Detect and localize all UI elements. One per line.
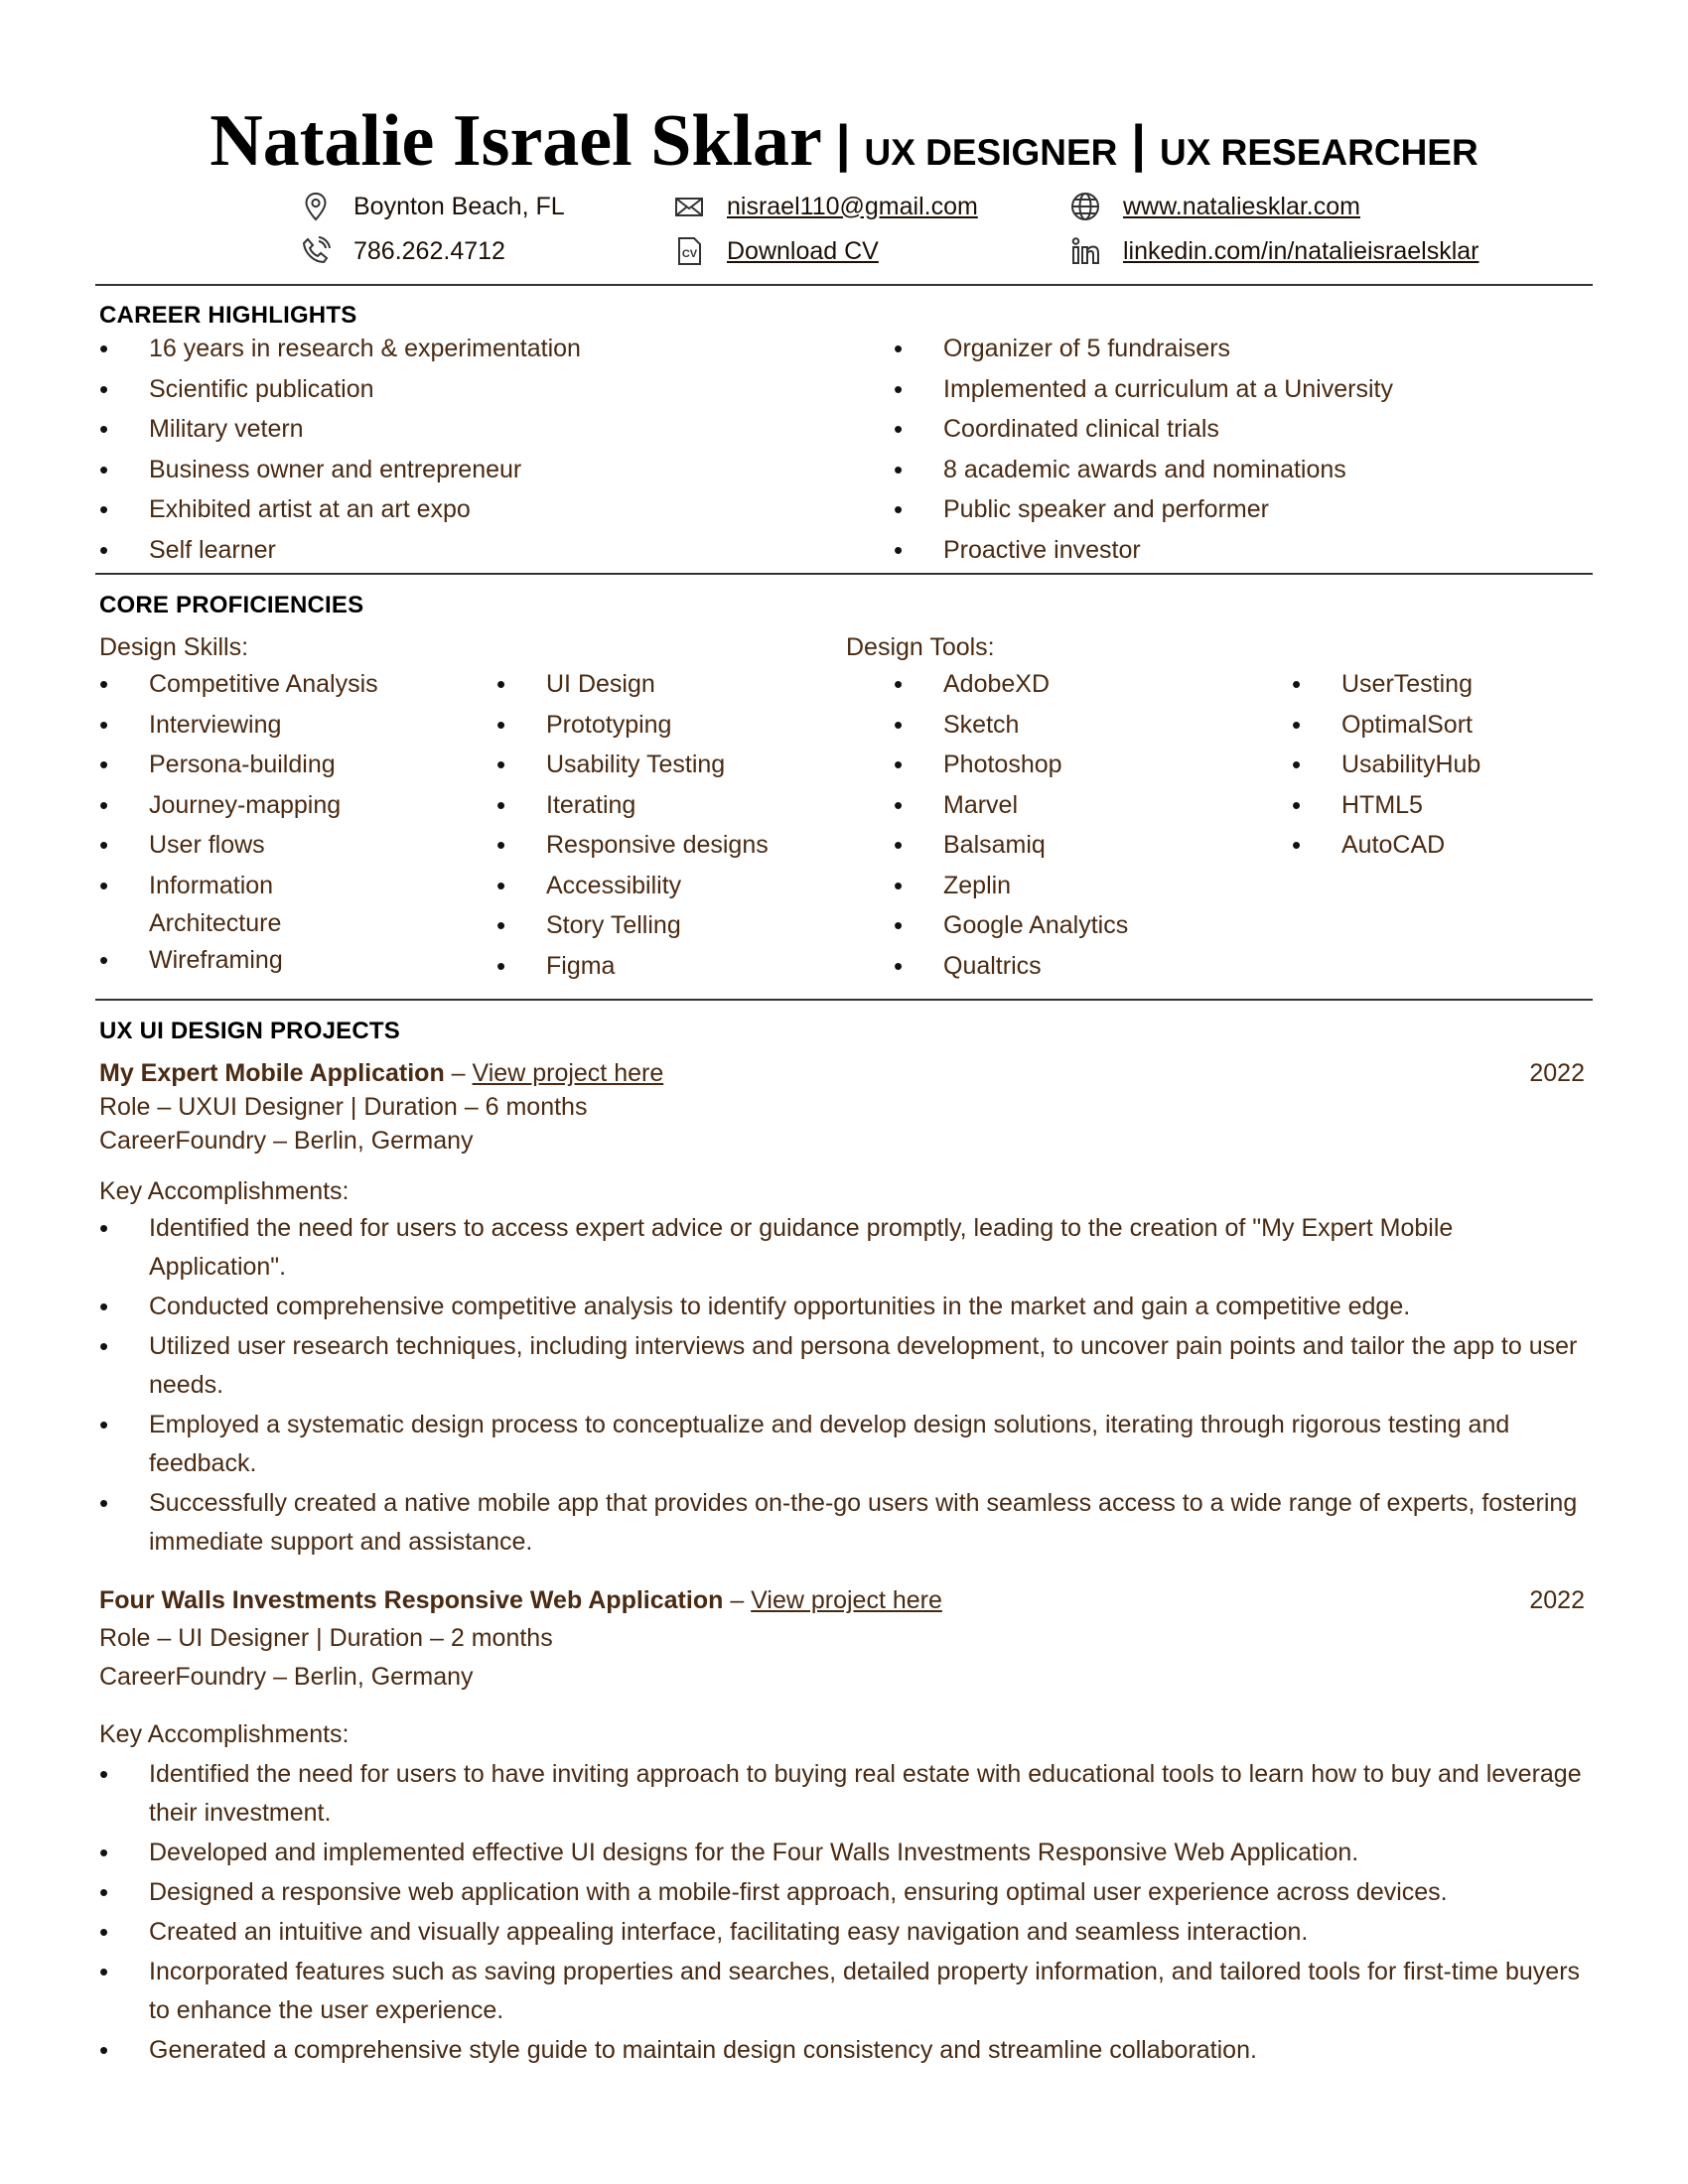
linkedin-link[interactable]: linkedin.com/in/natalieisraelsklar [1123,236,1479,265]
key-accomplishments-label: Key Accomplishments: [99,1177,350,1205]
globe-icon [1069,191,1101,222]
cv-icon [673,235,705,267]
role-ux-researcher: UX RESEARCHER [1159,132,1478,173]
list-item: • Identified the need for users to access expert advice or guidance promptly, leading to the creation of "My Expert Mobile Application". [99,1209,1589,1287]
list-item: • UI Design [496,669,769,699]
project-name: Four Walls Investments Responsive Web Application [99,1586,724,1614]
project-title [99,1059,663,1088]
resume-header [0,99,1688,184]
view-project-link[interactable]: View project here [472,1059,664,1087]
list-item: • Self learner [99,535,581,565]
list-item: • Photoshop [894,750,1128,779]
list-item: • Accessibility [496,871,769,900]
list-item: • AutoCAD [1292,830,1480,860]
projects-title: UX UI DESIGN PROJECTS [99,1018,400,1044]
list-item: • Balsamiq [894,830,1128,860]
list-item: • Competitive Analysis [99,669,417,699]
role-ux-designer: UX DESIGNER [864,132,1118,173]
list-item: • Successfully created a native mobile app that provides on-the-go users with seamless access to a wide range of experts, fostering immediate support and assistance. [99,1484,1589,1562]
full-name: Natalie Israel Sklar [210,100,822,182]
location-pin-icon [300,191,332,222]
contact-email[interactable] [673,191,978,222]
list-item: • Story Telling [496,910,769,940]
header-separator: | [1131,115,1146,173]
contact-linkedin[interactable] [1069,235,1479,267]
list-item: • Designed a responsive web application with a mobile-first approach, ensuring optimal user experience across devices. [99,1873,1589,1912]
tools-col2-list [1292,669,1480,871]
list-item: • Coordinated clinical trials [894,414,1393,444]
project-dash: – [730,1586,745,1614]
view-project-link[interactable]: View project here [751,1586,942,1614]
project-title [99,1586,942,1615]
phone-icon [300,235,332,267]
phone-text: 786.262.4712 [353,236,505,265]
list-item: • 8 academic awards and nominations [894,455,1393,484]
core-proficiencies-title: CORE PROFICIENCIES [99,592,364,618]
list-item: • Conducted comprehensive competitive analysis to identify opportunities in the market and gain a competitive edge. [99,1288,1589,1326]
linkedin-icon [1069,235,1101,267]
design-tools-label: Design Tools: [846,633,995,661]
list-item: • Sketch [894,710,1128,740]
list-item: • Business owner and entrepreneur [99,455,581,484]
list-item: • Interviewing [99,710,417,740]
email-link[interactable]: nisrael110@gmail.com [727,192,978,220]
project-year: 2022 [1529,1586,1585,1614]
list-item: • 16 years in research & experimentation [99,334,581,363]
skills-col2-list [496,669,769,991]
list-item: • Figma [496,951,769,981]
list-item: • Utilized user research techniques, including interviews and persona development, to uncover pain points and tailor the app to user needs. [99,1327,1589,1405]
project-dash: – [451,1059,466,1087]
accomplishments-list [99,1755,1589,2071]
project-role: Role – UXUI Designer | Duration – 6 months [99,1093,588,1121]
project-org: CareerFoundry – Berlin, Germany [99,1663,474,1691]
list-item: • AdobeXD [894,669,1128,699]
svg-text:CV: CV [681,248,698,260]
accomplishments-list [99,1209,1589,1563]
highlights-right-list [894,334,1393,575]
header-separator: | [835,115,851,173]
design-skills-label: Design Skills: [99,633,249,661]
list-item: • Identified the need for users to have inviting approach to buying real estate with educational tools to learn how to buy and leverage their investment. [99,1755,1589,1833]
highlights-left-list [99,334,581,575]
list-item: • Implemented a curriculum at a University [894,374,1393,404]
list-item: • Responsive designs [496,830,769,860]
list-item: • Wireframing [99,945,417,975]
key-accomplishments-label: Key Accomplishments: [99,1720,350,1748]
location-text: Boynton Beach, FL [353,192,565,220]
website-link[interactable]: www.nataliesklar.com [1123,192,1360,220]
list-item: • Created an intuitive and visually appealing interface, facilitating easy navigation and seamless interaction. [99,1913,1589,1952]
project-org: CareerFoundry – Berlin, Germany [99,1127,474,1155]
career-highlights-title: CAREER HIGHLIGHTS [99,302,357,329]
list-item: • Military vetern [99,414,581,444]
divider [95,573,1593,575]
contact-phone [300,235,505,267]
list-item: • Public speaker and performer [894,494,1393,524]
list-item: • Usability Testing [496,750,769,779]
divider [95,999,1593,1001]
list-item: • Qualtrics [894,951,1128,981]
project-year: 2022 [1529,1059,1585,1087]
contact-cv[interactable] [673,235,879,267]
mail-icon [673,191,705,222]
list-item: • Generated a comprehensive style guide to maintain design consistency and streamline collaboration. [99,2031,1589,2070]
list-item: • User flows [99,830,417,860]
skills-col1-list [99,669,417,985]
divider [95,284,1593,286]
contact-website[interactable] [1069,191,1360,222]
list-item: • HTML5 [1292,790,1480,820]
list-item: • Prototyping [496,710,769,740]
list-item: • Scientific publication [99,374,581,404]
list-item: • Information Architecture [99,867,288,942]
project-role: Role – UI Designer | Duration – 2 months [99,1624,553,1652]
list-item: • Zeplin [894,871,1128,900]
list-item: • OptimalSort [1292,710,1480,740]
list-item: • Google Analytics [894,910,1128,940]
tools-col1-list [894,669,1128,991]
download-cv-link[interactable]: Download CV [727,236,879,265]
list-item: • Developed and implemented effective UI designs for the Four Walls Investments Responsive Web Application. [99,1834,1589,1872]
list-item: • Marvel [894,790,1128,820]
list-item: • Persona-building [99,750,417,779]
list-item: • Journey-mapping [99,790,417,820]
list-item: • Employed a systematic design process to conceptualize and develop design solutions, iterating through rigorous testing and feedback. [99,1406,1589,1483]
list-item: • Iterating [496,790,769,820]
list-item: • Incorporated features such as saving properties and searches, detailed property information, and tailored tools for first-time buyers to enhance the user experience. [99,1953,1589,2030]
project-name: My Expert Mobile Application [99,1059,445,1087]
list-item: • Proactive investor [894,535,1393,565]
list-item: • UsabilityHub [1292,750,1480,779]
contact-location [300,191,565,222]
list-item: • Organizer of 5 fundraisers [894,334,1393,363]
list-item: • Exhibited artist at an art expo [99,494,581,524]
list-item: • UserTesting [1292,669,1480,699]
